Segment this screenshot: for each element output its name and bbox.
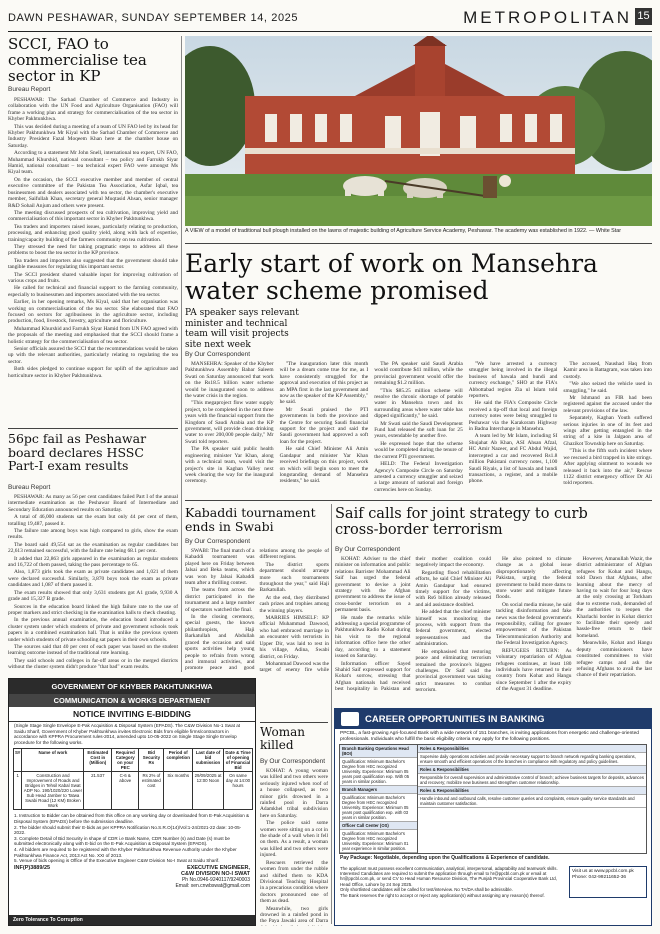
paragraph: The police said some women were sitting on a cot in the shade of a wall when it fell on them. As a result, a woman was killed and two others were injured. (260, 820, 328, 859)
bank-position-title: Branch Banking Operations Head (BOI) (340, 745, 417, 758)
paragraph: The PA speaker said public health engineering minister Yar Khan, along with a technical team, would visit the project's site in Kaghan Valley next week clearing the way for the inaugural ceremony. (185, 446, 274, 485)
table-header-cell: Estimated Cost in (Million) (84, 749, 112, 772)
paragraph: In the previous annual examination, the education board introduced a cluster system under which students of private and government schools took papers in a combined examination hall. That is unlike the previous system under which students of private schooling sat papers in their own schools. (8, 617, 178, 643)
table-cell: Rs 2% of estimated cost (139, 772, 164, 810)
paragraph: The exam results showed that only 3,631 students got A1 grade, 9,930 A grade and 15,327 B grade. (8, 589, 178, 603)
bank-positions-list (340, 745, 418, 853)
paragraph: Mohammad Dawood was the target of enemy fire while (259, 660, 329, 674)
saif-body-wrap (335, 556, 652, 702)
paragraph: He said the FIA's Composite Circle received a tip-off that local and foreign currency notes were being smuggled to Peshawar via the Karakoram Highway in Badna Interchange in Mansehra. (468, 400, 558, 433)
table-cell: On same day at 14:00 hours (224, 772, 253, 810)
paragraph: He said Chief Minister Ali Amin Gandapur and minister Yar Khan received briefings on this project, work on which will begin soon to meet the longstanding demand of Mansehra residents," he said. (279, 446, 369, 485)
paragraph: PESHAWAR: As many as 56 per cent candidates failed Part I of the annual intermediate examination as the Peshawar Board of Intermediate and Secondary Education announced results on Saturday. (8, 494, 178, 513)
paragraph: Tea traders and importers also suggested that the government should take tangible measures for regulating this important sector. (8, 257, 178, 271)
tender-slogan: Zero Tolerance To Corruption (9, 915, 255, 925)
table-header-cell: Date & Time of opening of Financial Bid (225, 750, 251, 771)
saif-byline: By Our Correspondent (335, 546, 401, 553)
paragraph: He emphasised that restoring peace and eliminating terrorism remained the province's biggest challenges. Dr Saif said the provincial government was taking strict measures to combat terrorism. (415, 648, 491, 694)
mansehra-body-wrap (185, 361, 652, 497)
tender-title: NOTICE INVITING E-BIDDING (9, 707, 255, 722)
bank-position-text: Qualification: Minimum Bachelor's Degree from HEC recognized University. Experience: Minimum 05 years post qualification exp. With 05 years in similar position. (340, 758, 417, 786)
paragraph: The board said 49,554 sat as the examination as regular candidates but 22,613 remained successful, with the failure rate being 68.1 per cent. (8, 541, 178, 555)
mansehra-byline: By Our Correspondent (185, 351, 251, 358)
paragraph: The meeting discussed prospects of tea cultivation, improving yield and commercialisation of this important sector in Khyber Pakhtunkhwa. (8, 209, 178, 223)
paragraph: KOHAT: A young woman was killed and two others were seriously injured when roof of a house collapsed, as two minor girls drowned in a rainfed pool in Darra Adamkhel tribal subdivision here on Saturday. (260, 768, 328, 819)
bank-roles-list (418, 745, 646, 853)
table-cell: Construction and Improvement of Roads and Bridges in Tehsil Kabal Swat ADP No. 190/1020/220 Lower Sub Head Jamber to Tatwa Swabi Road (12 KM) Broken Work (23, 773, 83, 809)
bank-position-title: Roles & Responsibilities (418, 766, 646, 774)
table-header-cell: Name of work (22, 749, 84, 772)
tender-gov: GOVERNMENT OF KHYBER PAKHTUNKHWA (9, 679, 255, 694)
paragraph: They said schools and colleges in far-off areas or in the merged districts without the cluster system didn't produce "that bad" exam results. (8, 657, 178, 670)
tender-dept: COMMUNICATION & WORKS DEPARTMENT (9, 694, 255, 707)
mansehra-body (185, 361, 652, 497)
paragraph: "This is the fifth such incident where we rescued a bird trapped in kite strings. After applying ointment to wounds we released it back into the air," Rescue 1122 district emergency officer Dr Ali told reporters. (563, 448, 652, 487)
paragraph: He added that the chief minister himself was monitoring the process, with support from the federal government, elected representatives and the administration. (415, 609, 491, 648)
paragraph: HELD: The Federal Investigation Agency's Composite Circle on Saturday arrested a currency smuggler and seized a large amount of national and foreign currencies here on Sunday. (374, 461, 463, 493)
paragraph: PESHAWAR: The Sarhad Chamber of Commerce and Industry in collaboration with the UN Food and Agriculture Organisation (FAO) will frame a working plan and strategy for commercialisation of the tea sector in Khyber Pakhtunkhwa. (8, 97, 178, 123)
paragraph: On social media misuse, he said tackling disinformation and fake news was the federal government's responsibility, calling for greater empowerment of the Pakistan Telecommunication Authority and the Federal Investigation Agency. (496, 601, 572, 647)
paragraph: Mr Ishmand an FIR had been registered against the accused under the relevant provisions of the law. (563, 395, 652, 414)
scci-byline: Bureau Report (8, 86, 51, 93)
paragraph: 2. The bidder should submit their E-bids as per KPPRA Notification No.S.R.O(14)/Vol:1-24/2021-22 date: 10-05-2022. (14, 824, 242, 836)
mansehra-subhead: PA speaker says relevant minister and technical team will visit projects site next week (185, 308, 299, 350)
table-cell: 1 (14, 772, 22, 810)
paragraph: MANSEHRA: Speaker of the Khyber Pakhtunkhwa Assembly Babar Saleem Swati on Saturday announced that work on the Rs18.5 billion water scheme would be inaugurated soon to address the water crisis in the region. (185, 361, 274, 400)
paragraph: Meanwhile, two girls drowned in a rainfed pond in the Paya Jawaki area of Darra (260, 905, 328, 925)
mansehra-headline: Early start of work on Mansehra water scheme promised (185, 249, 598, 305)
kabaddi-headline: Kabaddi tournament ends in Swabi (185, 505, 316, 534)
paragraph: In the closing ceremony, special guests, the known philanthropists, Haji Barkatullah and Abdullah graced the occasion and said sports activities help young people to refrain from wrong and immoral activities, and promote peace and good relations among the people of different regions. (185, 548, 329, 672)
table-cell: 21.537 (84, 772, 112, 810)
tender-division: C&W DIVISION NO-I SWAT (181, 870, 250, 877)
tender-email: Email: xen.cnwbswat@gmail.com (175, 882, 250, 889)
saif-body (335, 556, 652, 702)
tender-inf-number: INF(P)3889/25 (14, 864, 51, 871)
woman-byline: By Our Correspondent (260, 758, 326, 765)
kabaddi-body-wrap (185, 548, 329, 676)
paragraph: The failure rate among boys was high compared to girls, show the exam results. (8, 528, 178, 541)
divider (260, 722, 328, 723)
paragraph: He expressed hope that the scheme would be completed during the tenure of the current PTI government. (374, 440, 463, 460)
bank-position-title: Branch Managers (340, 786, 417, 794)
paragraph: The district sports department should arrange more such tournaments throughout the year," said Haji Barkatullah. (259, 561, 329, 594)
bank-career-ad (334, 708, 652, 926)
bank-ad-title: CAREER OPPORTUNITIES IN BANKING (365, 713, 545, 725)
paragraph: 4. All bidders are required to be registered with the Khyber Pakhtunkhwa Revenue Authority under the Khyber Pakhtunkhwa Finance Act, 2013 Act No. XXI of 2013. (14, 846, 237, 858)
scci-body (8, 97, 178, 425)
paragraph: "This $85.25 million scheme will resolve the chronic shortage of potable water in Mansehra town and its surrounding areas where water table has dipped significantly," he said. (374, 387, 463, 420)
bank-logo-icon (341, 712, 359, 726)
paragraph: He also pointed to climate change as a global issue disproportionately affecting Pakistan, urging the federal government to build more dams to store water and mitigate future floods. (496, 556, 572, 601)
photo-caption: A VIEW of a model of traditional bull plough installed on the lawns of majestic building of Agriculture Service Academy, Peshawar. The academy was established in 1922. — White Star (185, 228, 622, 234)
bank-position-text: Qualification: Minimum Bachelor's Degree from HEC recognized University. Experience: Minimum 01 year experience in similar position. (340, 830, 417, 853)
paragraph: On the occasion, the SCCI executive member and member of central executive committee of the Pakistan Tea Association, Asfar Iqbal, tea businessmen and dealers associated with tea sector, the chamber's executive member, Saifullah Khan, secretary general Muqtasid Ahsan, senior manager R&D Sohail Anjum and others were present. (8, 176, 178, 209)
bank-pay-package: Pay Package: Negotiable, depending upon the Qualifications & Experience of candidate. (340, 855, 550, 862)
paragraph: The PA speaker said Saudi Arabia would contribute $41 million, while the provincial government would offer the remaining $1.2 million. (374, 361, 463, 387)
paragraph: Muhammad Khurshid and Farrukh Siyar Hamid from UN FAO agreed with the proposals of the meeting and emphasised that the SCCI should frame a holistic strategy for the commercialisation of tea sector. (8, 325, 178, 345)
paragraph: 3. Complete Detail of Bid Security in shape of CDR i.e Bank Name, CDR Number (s) and Date (s) must be submitted electronically along with E-bid on the E-Pak Acquisition & Disposal System (EPADS). (14, 835, 230, 847)
paragraph: This was decided during a meeting of a team of UN FAO led by its head for Khyber Pakhtunkhwa Mr Kiyal with the Sarhad Chamber of Commerce and Industry President Fazal Moqeem Khan here at the chamber house on Saturday. (8, 123, 178, 149)
table-header-cell: Last date of bid submission (193, 749, 224, 772)
academy-photo (185, 36, 652, 226)
paragraph: "The inauguration later this month will be a dream come true for me, as I have consistently struggled for the approval and execution of this project as an MPA first in the last government and now as the speaker of the KP Assembly," he said. (279, 361, 369, 406)
paragraph: 1. Instruction to Bidder can be obtained from this office on any working day or downloaded from E-Pak Acquisition & Disposal System (EPADS) before the submission deadline. (14, 813, 250, 824)
paragraph: Senior officials assured the SCCI that the recommendations would be taken up with the relevant authorities, particularly relating to regulating the tea sector. (8, 346, 178, 365)
table-header-cell: Bid Security Rs (139, 749, 164, 772)
divider (185, 243, 652, 244)
paragraph: Interested Candidates are required to submit the application through email to hr@ppcbl.com.pk or email at hr@ppcbl.com.pk, or send CV to Head Human Resource Division, The Punjab Provincial Cooperative Bank Ltd, Head Office, Lahore by 24 Sep 2025. (340, 871, 557, 887)
paragraph: The teams from across the district participated in the tournament and a large number of spectators watched the final. (185, 587, 255, 613)
paragraph: Meanwhile, Kohat and Hangu deputy commissioners have constituted committees to visit refugee camps and ask the refusing Afghans to avail the last chance of their repatriation. (576, 640, 652, 679)
paragraph: Only shortlisted candidates will be called for test/interview. No TA/DA shall be admissible. (340, 887, 513, 893)
woman-headline: Woman killed (260, 725, 306, 752)
academy-building-image (185, 36, 652, 226)
bank-ad-intro: PPCBL, a fast-growing Agri-focused Bank with a wide network of 151 branches, is inviting applications from energetic and challenge-oriented professionals. Individuals who fulfill the basic eligibility criteria may apply for the following positions. (340, 731, 639, 742)
paragraph: The applicant must possess excellent communication, analytical, interpersonal, adaptability and teamwork skills. (340, 865, 558, 871)
hssc-body (8, 494, 178, 670)
bank-position-title: Officer Call Center (OS) (340, 822, 417, 830)
bank-position-text: Handle inbound and outbound calls, resolve customer queries and complaints, ensure quality service standards and maintain customer satisfaction. (418, 795, 646, 808)
paragraph: However, Amanullah Wazir, the district administrator of Afghan refugees for Kohat and Hangu, told Dawn that Afghans, after learning about the mercy of having to wait for four long days at the only crossing at Torkham due to extreme rush, demanded of the authorities to reopen the Kharlachi border in Kohat district to facilitate their speedy and hassle-free return to their homeland. (576, 556, 652, 639)
paragraph: "We have arrested a currency smuggler being involved in the illegal business of hawala and hundi and currency exchange," SHO at the FIA's Abbottabad region Zia ul Islam told reporters. (468, 361, 558, 400)
paragraph: Mr Swati praised the PTI governments in both the province and the Centre for securing Saudi financial support for the project and said the Saudi government had approved a soft loan for the project. (279, 406, 369, 445)
paragraph: Both sides pledged to continue support for uplift of the agriculture and horticulture sector in Khyber Pakhtunkhwa. (8, 366, 178, 379)
table-header-cell: Period of completion (164, 749, 193, 772)
paragraph: A total of 46,000 students sat the exam but only 44 per cent of them, totalling 19,487, passed it. (8, 514, 178, 527)
paragraph: 5. Venue of bids opening is Office of the Executive Engineer C&W Division No-I Swat at Saidu Sharif. (14, 858, 220, 864)
paragraph: Tea traders and importers raised issues, particularly relating to production, processing, and enhancing good quality yield, along with lack of expertise, training/capacity building of the farmers community on tea cultivation. (8, 223, 178, 243)
paragraph: According to a statement Mr John Snell, international tea expert, UN FAO, Muhammad Khurshid, national consultant – tea policy and Farrukh Siyar Hamid, national consultant – tea technical expert FAO were amongst Ms Kiyal team. (8, 150, 178, 176)
divider (8, 428, 178, 429)
bank-ad-header (335, 709, 651, 729)
bank-footer-notes (335, 864, 565, 900)
paragraph: At the end, they distributed cash prizes and trophies among the winning players. (259, 594, 329, 614)
paragraph: Also, 1,873 girls took the exam as private candidates and 1,021 of them were declared successful. Similarly, 3,870 boys took the exam as private candidates and 1,087 of them passed it. (8, 569, 178, 589)
paragraph: The SCCI president shared valuable input for improving cultivation of various crops and fruits. (8, 271, 178, 284)
section-title: METROPOLITAN (463, 8, 632, 27)
saif-headline: Saif calls for joint strategy to curb cross-border terrorism (335, 506, 588, 538)
hssc-headline: 56pc fail as Peshawar board declares HSSC Part-I exam results (8, 431, 147, 473)
paragraph: KOHAT: Adviser to the chief minister on information and public relations Barrister Mohammad Ali Saif has urged the federal government to devise a joint strategy with the Afghan government to address the issue of cross-border terrorism on a permanent basis. (335, 556, 411, 614)
paragraph: "This megaproject flow water supply project, to be completed in the next three years with the financial support from the Kingdom of Saudi Arabia and the KP government, will provide clean drinking water to over 200,000 people daily," Mr Swati told reporters. (185, 400, 274, 445)
kabaddi-body (185, 548, 329, 676)
column-divider (181, 36, 182, 672)
tender-notes (9, 812, 255, 864)
table-header-cell: Required Category on your PEC (112, 749, 139, 772)
divider (185, 500, 652, 501)
paragraph: REFUGEES RETURN: As voluntary repatriation of Afghan refugees continues, at least 180 individuals have returned to their country from Kohat and Hangu since September 1 after the expiry of the August 31 deadline. (496, 647, 572, 693)
bank-position-title: Roles & Responsibilities (418, 787, 646, 795)
bank-position-text: Supervise daily operations activities and provide necessary support to branch network regarding banking operations, ensure smooth and efficient operations of the branches in compliance with regulatory and policy guidelines. (418, 753, 646, 766)
table-cell: Six months (164, 772, 193, 810)
kabaddi-byline: By Our Correspondent (185, 538, 251, 545)
scci-headline: SCCI, FAO to commercialise tea sector in KP (8, 35, 147, 86)
paragraph: Earlier, in her opening remarks, Ms Kiyal, said that her organisation was working on commercialisation of the tea sector. She elaborated that FAO focused on sectors for agribusiness in the agriculture sector, including production, food, livestock, forestry, agriculture and floriculture. (8, 299, 178, 325)
paragraph: A team led by Mr Islam, including SI Shujahat Ab Khan, ASI Ahsan Afzal, HC Amir Nazeer, and FC Abdul Wajid, intercepted a car and recovered Rs1.8 million Pakistani currency notes, 1,100 Saudi Riyals, a list of hawala and hundi transactions, a register, and a mobile phone. (468, 433, 558, 485)
paragraph: It added that 22,863 girls appeared in the examination as regular students and 16,722 of them passed, taking the pass percentage to 65. (8, 555, 178, 569)
bank-position-text: Responsible for overall supervision and administrative control of branch; achieve business targets for deposits, advances and recovery; mobilize new business and strengthen customer relationship. (418, 774, 646, 787)
bank-website-link[interactable]: Visit us at www.ppcbl.com.pk (572, 868, 634, 874)
table-cell: C-6 & above (112, 772, 139, 810)
paragraph: The sources said that 40 per cent of each paper was based on the student learning outcome instead of the traditional rote learning. (8, 643, 178, 657)
paragraph: Sources in the education board linked the high failure rate to the use of proper markers and strict checking in the examination halls to check cheating. (8, 603, 178, 616)
masthead (8, 6, 652, 32)
paragraph: Separately, Kaghan Youth suffered serious injuries in one of its feet and wings after getting entangled in the string of a kite in Jalgaon area of Ghazikot Township here on Saturday. (563, 415, 652, 447)
tender-notice-ad (8, 678, 256, 926)
paragraph: Regarding flood rehabilitation efforts, he said Chief Minister Ali Amin Gandapur had ensured timely support for the victims, with Rs6 billion already released and aid assistance doubled. (415, 569, 491, 608)
paragraph: The accused, Naushad Haq from Kamir area in Battagram, was taken into custody. (563, 361, 652, 380)
bank-phone: Phone: 042-99211652-36 (572, 874, 627, 880)
paragraph: Mr Swati said the Saudi Development Fund had released the soft loan for 25 years, extendable by another five. (374, 420, 463, 440)
paragraph: The Bank reserves the right to accept or reject any application(s) without assigning any reason(s) thereof. (340, 892, 545, 898)
tender-intro: (Single Stage Single Envelope E-Pak Acquisition & Disposal System (EPADS). The C&W Division No-1 Swat at Saidu Sharif, Government of Khyber Pakhtunkhwa invites Electronic Bids from eligible firms/contractors in accordance with KPPRA Procurement rules-2014, amended upto 10-05-2022 on Single Stage Single Envelop procedure for the following works. (14, 723, 241, 745)
paragraph: He called for technical and financial support to the farming community, especially to businessmen and importers associated with the tea sector. (8, 285, 178, 298)
tender-phone: Ph No.0946-9240117/9240003 (181, 876, 250, 883)
bank-position-title: Roles & Responsibilities (418, 745, 646, 753)
paragraph: "We also seized the vehicle used in smuggling," he said. (563, 381, 652, 394)
column-divider (331, 504, 332, 924)
table-header-cell: S# (14, 749, 22, 772)
paragraph: Rescuers retrieved the women from under the rubble and shifted them to KDA Divisional Teaching Hospital in a precarious condition where doctors pronounced one of them as dead. (260, 859, 328, 905)
masthead-dateline: DAWN PESHAWAR, SUNDAY SEPTEMBER 14, 2025 (8, 12, 299, 24)
paragraph: They stressed the need for taking pragmatic steps to address all these problems to boost the tea sector in the KP province. (8, 243, 178, 257)
woman-body (260, 768, 328, 926)
bank-position-text: Qualification: Minimum Bachelor's Degree from HEC recognized University. Experience: Minimum 05 years post qualification exp. with 03 years in similar position. (340, 794, 417, 822)
paragraph: MARRIES HIMSELF: KP official Muhammad Dawood, who had embraced marriage in an encounter with terrorists in Upper Dir, was laid to rest in his village, Adina, Swabi district, on Friday. (259, 615, 329, 660)
paragraph: SWABI: The final match of a Kabaddi tournament was played here on Friday between Jalsai and Beka teams, which was won by Jalsai Kabaddi team after a thrilling contest. (185, 548, 255, 587)
tender-engineer: EXECUTIVE ENGINEER, (187, 864, 250, 871)
paragraph: He made the remarks while addressing a special programme of Pakhtunkhwa Radio Kohat during his visit to the regional information office here the other day, according to a statement issued on Saturday. (335, 614, 411, 660)
page-number: 15 (635, 8, 652, 25)
paragraph: Information officer Sayed Shahid Saif expressed support for Kohat's sorrow, stressing that Afghan nationals had received best hospitality in Pakistan and their mother coalition could negatively impact the economy. (335, 556, 491, 693)
bank-positions-grid (339, 744, 647, 854)
tender-table (13, 748, 253, 810)
hssc-byline: Bureau Report (8, 484, 51, 491)
table-cell: 29/09/2025 at 12:00 Noon (193, 772, 224, 810)
